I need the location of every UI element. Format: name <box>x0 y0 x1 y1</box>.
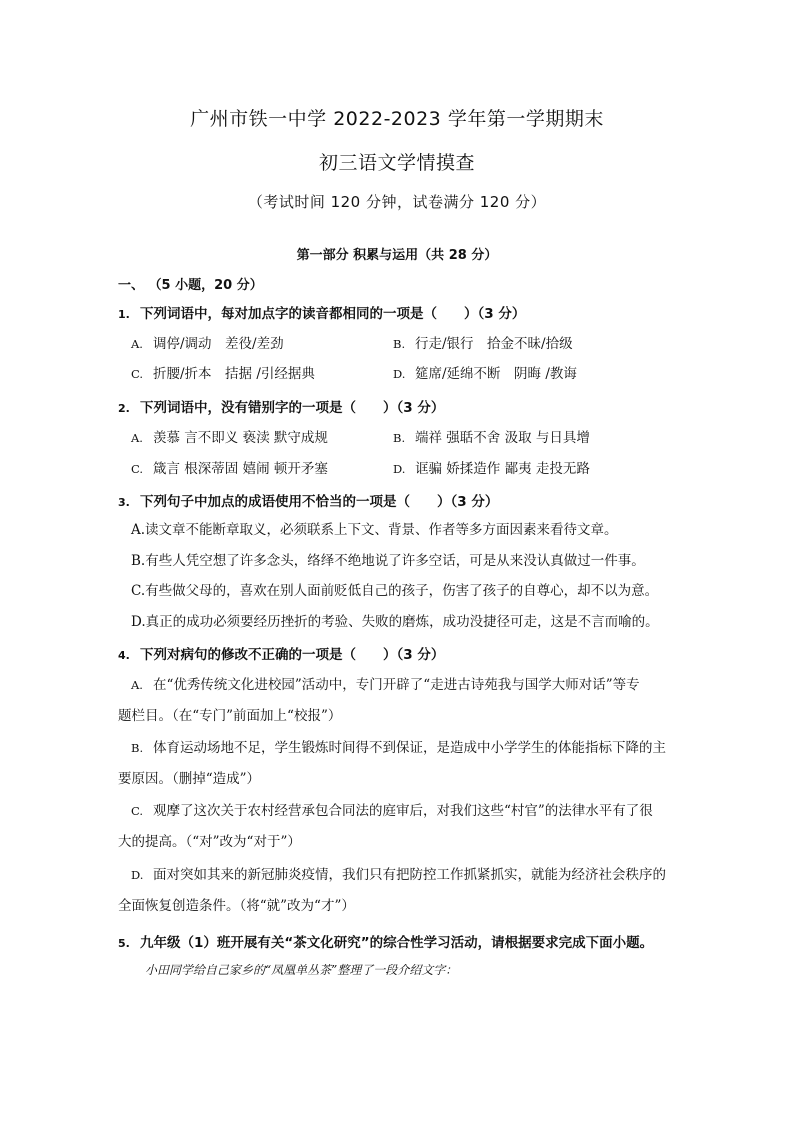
q4-option-d-line2: 全面恢复创造条件。（将“就”改为“才”） <box>118 898 355 914</box>
q3-option-d: D.真正的成功必须要经历挫折的考验、失败的磨炼，成功没捷径可走，这是不言而喻的。 <box>131 614 659 630</box>
q2-option-b: B. 端祥 强聒不舍 汲取 与日具增 <box>393 430 590 446</box>
q4-option-a-line1: A. 在“优秀传统文化进校园”活动中，专门开辟了“走进古诗苑我与国学大师对话”等专 <box>131 677 640 693</box>
question-2-stem: 2. 下列词语中，没有错别字的一项是（ ）（3 分） <box>118 400 445 416</box>
q4-option-a-line2: 题栏目。（在“专门”前面加上“校报”） <box>118 708 342 724</box>
q4-option-b-line2: 要原因。（删掉“造成”） <box>118 771 261 787</box>
part-heading: 第一部分 积累与运用（共 28 分） <box>296 248 498 263</box>
section-heading: 一、 （5 小题，20 分） <box>118 278 263 293</box>
q4-option-c-line2: 大的提高。（“对”改为“对于”） <box>118 834 301 850</box>
question-3-stem: 3. 下列句子中加点的成语使用不恰当的一项是（ ）（3 分） <box>118 494 499 510</box>
q1-option-c: C. 折腰/折本 拮据 /引经据典 <box>131 366 315 382</box>
q2-option-d: D. 诓骗 娇揉造作 鄙夷 走投无路 <box>393 461 590 477</box>
q1-option-a: A. 调停/调动 差役/差劲 <box>131 336 284 352</box>
q1-option-b: B. 行走/银行 拾金不昧/拾级 <box>393 336 573 352</box>
q4-option-b-line1: B. 体育运动场地不足，学生锻炼时间得不到保证，是造成中小学学生的体能指标下降的主 <box>131 740 666 756</box>
q3-option-c: C.有些做父母的，喜欢在别人面前贬低自己的孩子，伤害了孩子的自尊心，却不以为意。 <box>131 583 659 599</box>
q2-option-c: C. 箴言 根深蒂固 嬉闹 顿开矛塞 <box>131 461 328 477</box>
exam-note: （考试时间 120 分钟，试卷满分 120 分） <box>247 193 547 211</box>
q3-option-b: B.有些人凭空想了许多念头，络绎不绝地说了许多空话，可是从来没认真做过一件事。 <box>131 553 645 569</box>
question-5-intro: 小田同学给自己家乡的“凤凰单丛茶”整理了一段介绍文字： <box>145 963 458 977</box>
exam-subtitle: 初三语文学情摸查 <box>318 152 475 174</box>
question-5-stem: 5. 九年级（1）班开展有关“茶文化研究”的综合性学习活动，请根据要求完成下面小题。 <box>118 935 654 951</box>
question-number: 1. <box>118 308 130 321</box>
question-text: 下列词语中，每对加点字的读音都相同的一项是（ ）（3 分） <box>140 306 526 322</box>
exam-title: 广州市铁一中学 2022-2023 学年第一学期期末 <box>190 108 604 130</box>
q2-option-a: A. 羡慕 言不即义 亵渎 默守成规 <box>131 430 328 446</box>
q1-option-d: D. 筵席/延绵不断 阴晦 /教诲 <box>393 366 577 382</box>
q4-option-d-line1: D. 面对突如其来的新冠肺炎疫情，我们只有把防控工作抓紧抓实，就能为经济社会秩序的 <box>131 867 666 883</box>
question-1-stem <box>118 302 525 322</box>
question-4-stem: 4. 下列对病句的修改不正确的一项是（ ）（3 分） <box>118 647 445 663</box>
q4-option-c-line1: C. 观摩了这次关于农村经营承包合同法的庭审后，对我们这些“村官”的法律水平有了很 <box>131 803 653 819</box>
q3-option-a: A.读文章不能断章取义，必须联系上下文、背景、作者等多方面因素来看待文章。 <box>131 522 618 538</box>
